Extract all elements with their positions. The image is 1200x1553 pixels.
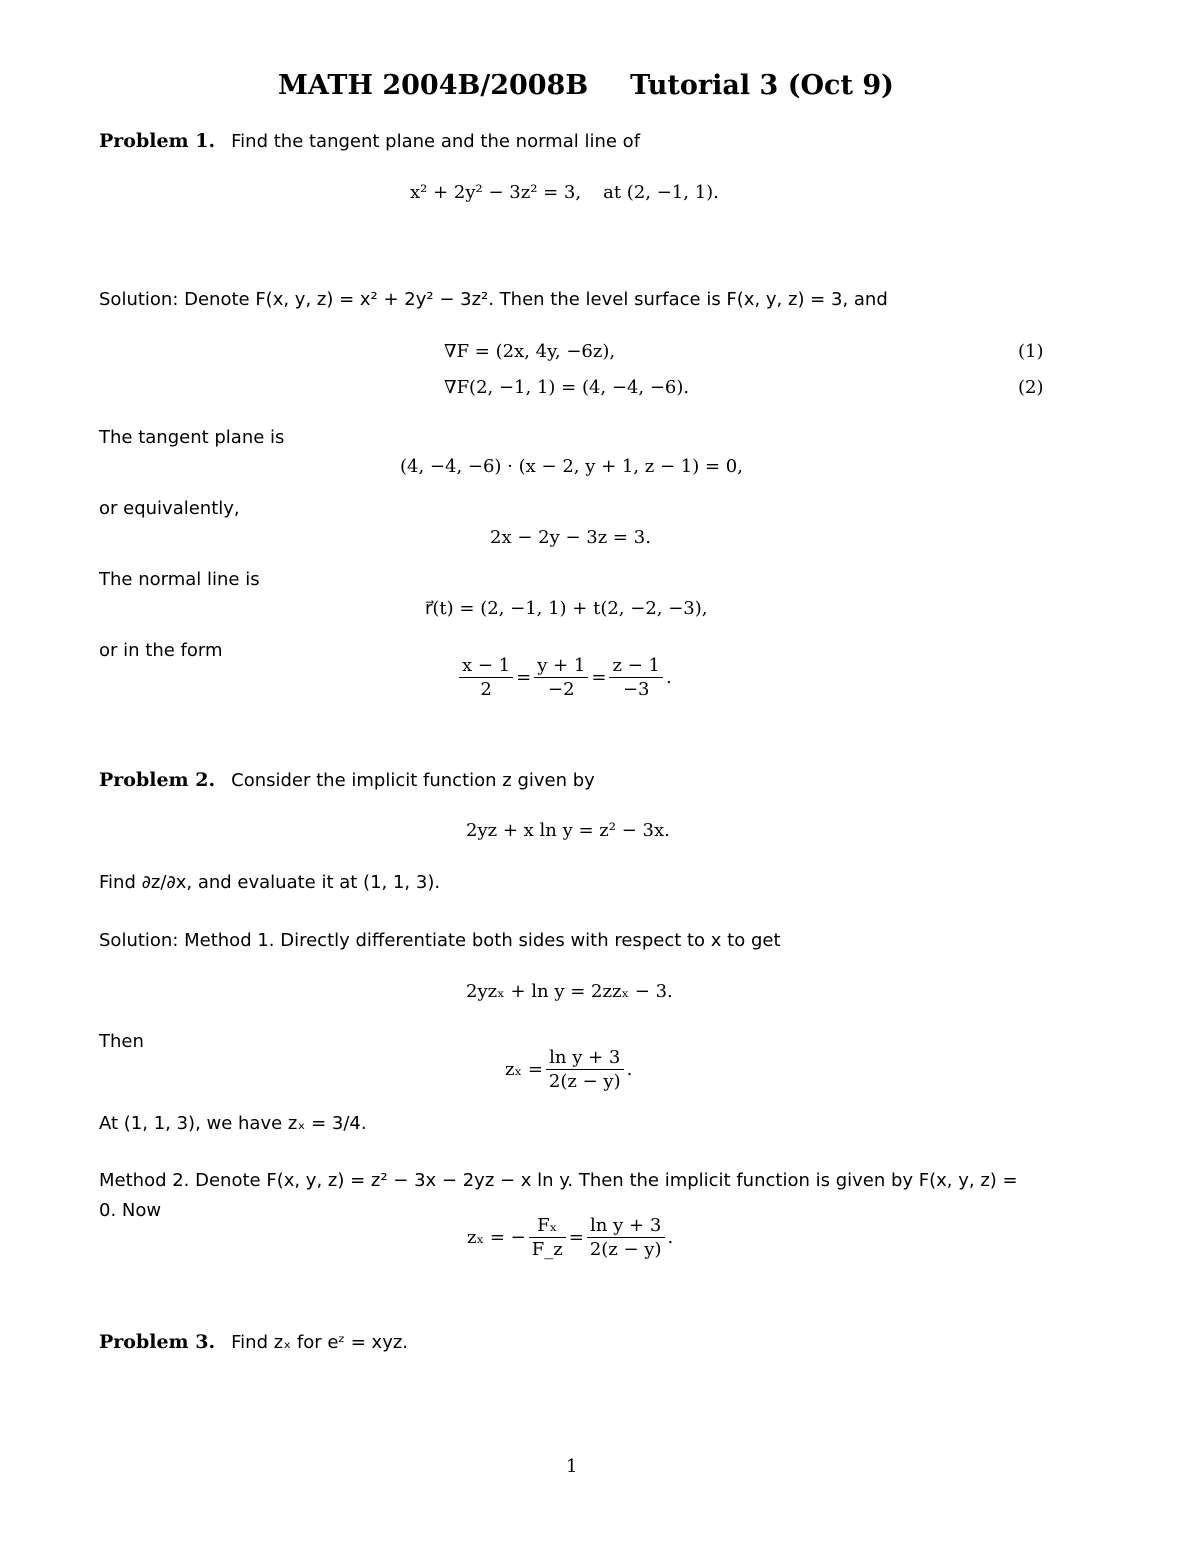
method-1-intro: Solution: Method 1. Directly differentiate both sides with respect to x to get	[99, 930, 781, 951]
fraction-y-denominator: −2	[548, 679, 575, 701]
p1-solution-intro: Solution: Denote F(x, y, z) = x² + 2y² − 3z². Then the level surface is F(x, y, z) = 3, and	[99, 289, 888, 310]
zx-fraction	[546, 1046, 624, 1094]
gradient-equation-1: ∇F = (2x, 4y, −6z),	[444, 341, 616, 362]
problem-2-label: Problem 2.	[99, 769, 216, 791]
m2-denominator-2: 2(z − y)	[589, 1239, 662, 1261]
problem-1-equation	[410, 182, 719, 203]
fraction-z-numerator: z − 1	[609, 654, 662, 678]
problem-2-text: Consider the implicit function z given by	[231, 770, 595, 791]
equation-number-2: (2)	[1018, 377, 1044, 398]
page-number: 1	[566, 1456, 578, 1477]
fraction-x	[459, 654, 513, 702]
normal-line-equation: r⃗(t) = (2, −1, 1) + t(2, −2, −3),	[425, 598, 708, 619]
equation-number-1: (1)	[1018, 341, 1044, 362]
m2-numerator-1: Fₓ	[529, 1214, 566, 1238]
problem-2-task: Find ∂z/∂x, and evaluate it at (1, 1, 3).	[99, 872, 441, 893]
symmetric-form-equation: $\frac{x - 1}{2}$ = $\frac{y + 1}{-2}$ = $\frac{z - 1}{-3}$ .	[456, 654, 672, 702]
method-1-result: At (1, 1, 3), we have zₓ = 3/4.	[99, 1113, 367, 1134]
fraction-x-numerator: x − 1	[459, 654, 513, 678]
fraction-x-denominator: 2	[480, 679, 492, 701]
problem-1-label: Problem 1.	[99, 130, 216, 152]
symmetric-form-intro: or in the form	[99, 640, 223, 661]
problem-2-statement	[99, 769, 595, 791]
zx-numerator: ln y + 3	[546, 1046, 624, 1070]
tangent-plane-intro: The tangent plane is	[99, 427, 285, 448]
equivalently-intro: or equivalently,	[99, 498, 240, 519]
m2-fraction-2	[587, 1214, 665, 1262]
m2-fraction-1	[529, 1214, 566, 1262]
fraction-z	[609, 654, 662, 702]
method-2-line-2: 0. Now	[99, 1200, 162, 1221]
zx-lhs: zₓ =	[505, 1059, 543, 1081]
method-2-formula: zₓ = − $\frac{\text{Fₓ}}{F\_z}$ = $\frac{\text{ln y + 3}}{2(z - y)}$ .	[467, 1215, 674, 1261]
fraction-y-numerator: y + 1	[534, 654, 588, 678]
fraction-y	[534, 654, 588, 702]
problem-3-text: Find zₓ for eᶻ = xyz.	[231, 1332, 409, 1353]
problem-1-statement	[99, 130, 640, 152]
method-2-line-1: Method 2. Denote F(x, y, z) = z² − 3x − 2yz − x ln y. Then the implicit function is given by F(x, y, z) =	[99, 1170, 1018, 1191]
tangent-plane-simplified: 2x − 2y − 3z = 3.	[490, 527, 651, 548]
zx-denominator: 2(z − y)	[548, 1071, 621, 1093]
surface-equation: x² + 2y² − 3z² = 3,	[410, 182, 582, 203]
m2-denominator-1: F_z	[531, 1239, 563, 1261]
page-title	[278, 70, 894, 101]
course-code: MATH 2004B/2008B	[278, 70, 589, 101]
zx-formula: zₓ = $\frac{\text{ln y + 3}}{2(z - y)}$ .	[505, 1047, 633, 1093]
problem-1-text: Find the tangent plane and the normal line of	[231, 131, 641, 152]
fraction-z-denominator: −3	[622, 679, 650, 701]
implicit-equation: 2yz + x ln y = z² − 3x.	[466, 820, 670, 841]
m2-lhs: zₓ = −	[467, 1227, 526, 1249]
normal-line-intro: The normal line is	[99, 569, 260, 590]
problem-3-label: Problem 3.	[99, 1331, 216, 1353]
surface-point: at (2, −1, 1).	[603, 182, 719, 203]
gradient-equation-2: ∇F(2, −1, 1) = (4, −4, −6).	[444, 377, 690, 398]
then-text: Then	[99, 1031, 144, 1052]
method-1-equation: 2yzₓ + ln y = 2zzₓ − 3.	[466, 981, 673, 1002]
problem-3-statement	[99, 1331, 408, 1353]
tangent-plane-equation: (4, −4, −6) · (x − 2, y + 1, z − 1) = 0,	[400, 456, 743, 477]
tutorial-label: Tutorial 3 (Oct 9)	[630, 70, 894, 101]
m2-numerator-2: ln y + 3	[587, 1214, 665, 1238]
